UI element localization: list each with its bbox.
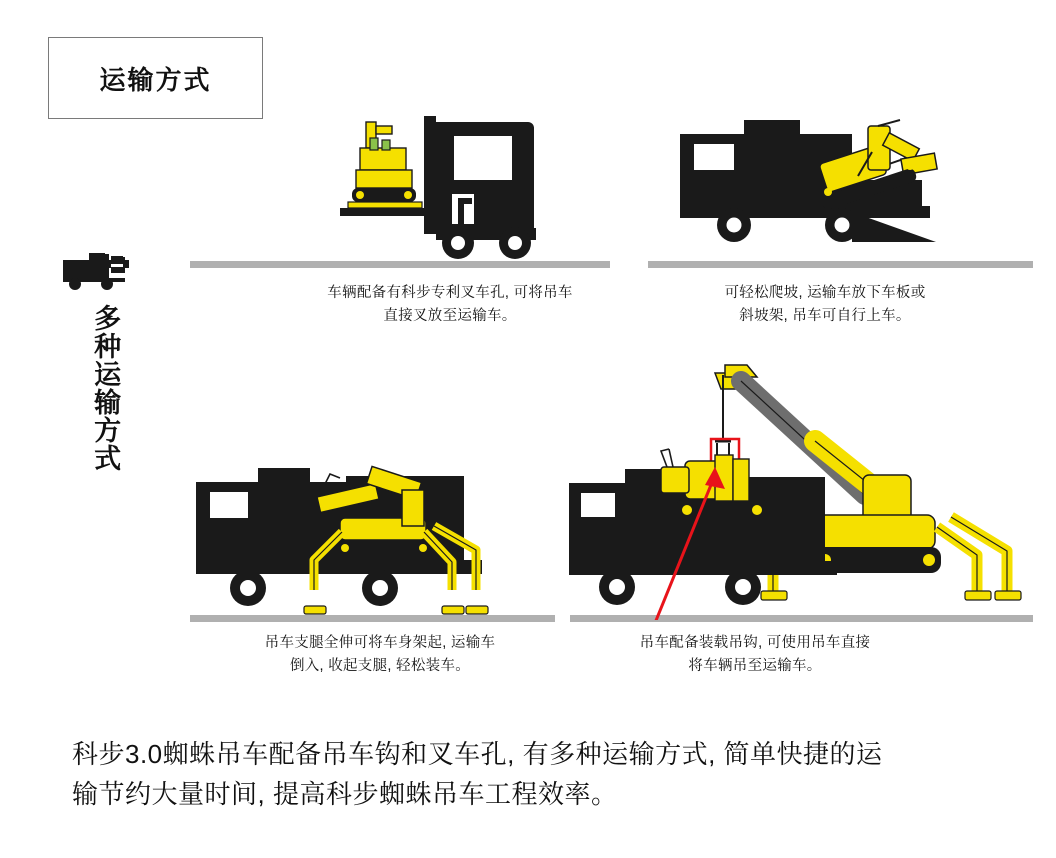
caption-line: 斜坡架, 吊车可自行上车。 — [739, 308, 911, 325]
caption-line: 吊车配备装载吊钩, 可使用吊车直接 — [639, 635, 871, 651]
caption-line: 直接叉放至运输车。 — [383, 308, 517, 325]
spider-crane-yellow — [348, 122, 422, 208]
caption-line: 吊车支腿全伸可将车身架起, 运输车 — [264, 635, 496, 651]
truck-icon — [63, 246, 147, 290]
illustration-forklift-loading — [330, 110, 580, 265]
caption-hook — [590, 632, 920, 678]
title-box — [48, 37, 263, 119]
illustration-outrigger-loading — [190, 440, 530, 620]
caption-line: 将车辆吊至运输车。 — [688, 658, 822, 675]
caption-line: 可轻松爬坡, 运输车放下车板或 — [724, 285, 926, 301]
summary-paragraph — [72, 734, 992, 815]
summary-line: 输节约大量时间, 提高科步蜘蛛吊车工程效率。 — [72, 779, 618, 810]
summary-line: 科步3.0蜘蛛吊车配备吊车钩和叉车孔, 有多种运输方式, 简单快捷的运 — [72, 739, 883, 769]
side-label-group — [60, 246, 150, 477]
illustration-ramp-loading — [672, 110, 992, 265]
caption-line: 车辆配备有科步专利叉车孔, 可将吊车 — [327, 285, 573, 301]
page-title: 运输方式 — [99, 64, 212, 95]
forklift-body — [436, 122, 536, 259]
caption-outriggers — [215, 632, 545, 678]
caption-ramp — [660, 282, 990, 328]
caption-line: 倒入, 收起支腿, 轻松装车。 — [289, 658, 471, 675]
illustration-hook-loading — [565, 355, 1035, 620]
side-label-text: 多种运输方式 — [90, 304, 121, 472]
caption-forklift — [285, 282, 615, 328]
